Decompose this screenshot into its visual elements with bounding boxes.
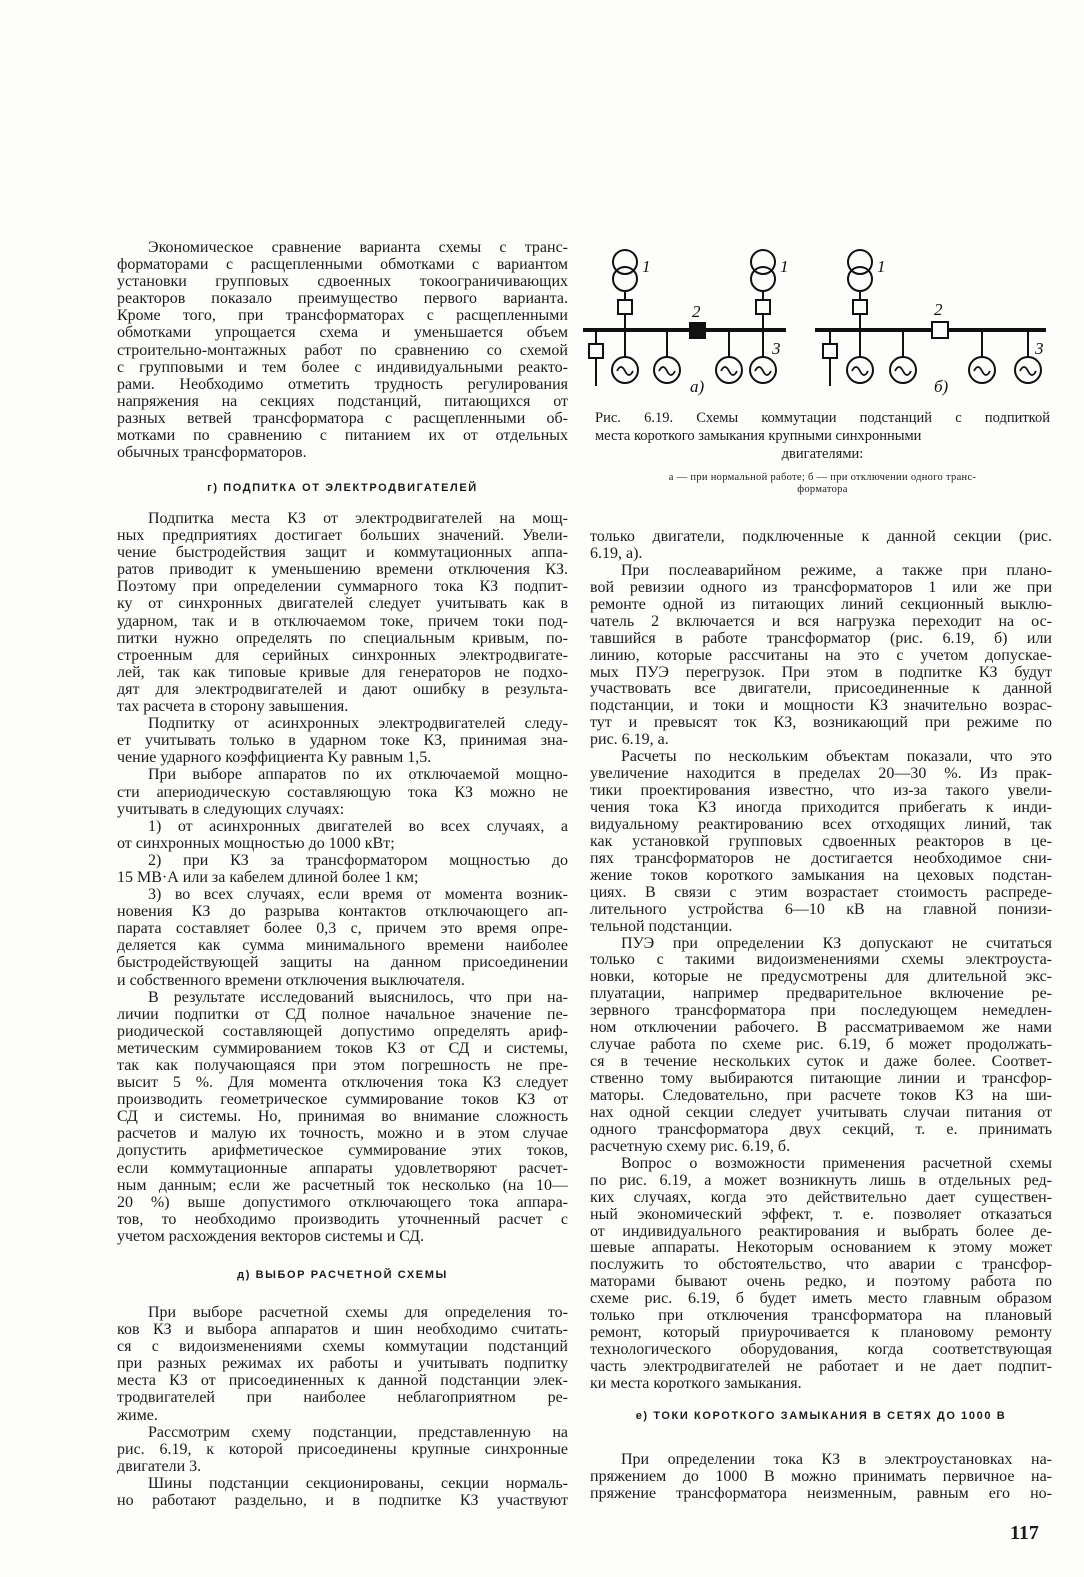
- breaker-icon: [853, 300, 867, 314]
- label-diagram-b: б): [934, 377, 949, 396]
- text-line: схеме рис. 6.19, б будет иметь место главным образом: [590, 1291, 1052, 1308]
- text-line: питки нужно определять по специальным кривым, по-: [117, 629, 568, 647]
- figure-caption: [595, 409, 1050, 463]
- text-line: маторы. Следовательно, при расчете токов КЗ на ши-: [590, 1087, 1052, 1104]
- breaker-icon: [618, 300, 632, 314]
- text-line: Подпитка места КЗ от электродвигателей на мощ-: [148, 510, 568, 527]
- text-line: как установкой групповых сдвоенных реакторов в це-: [590, 833, 1052, 850]
- list-item: [117, 818, 568, 852]
- label-transformer: 1: [877, 257, 886, 276]
- text-line: тавшийся в работе трансформатор (рис. 6.19, б) или: [590, 630, 1052, 647]
- label-sectional-breaker: 2: [692, 302, 701, 321]
- text-line: ку от синхронных двигателей следует учитывать как в: [117, 595, 568, 613]
- text-line: ным данным; если же расчетный ток несколько (на 10—: [117, 1176, 568, 1194]
- text-line: Экономическое сравнение варианта схемы с транс-: [148, 239, 568, 256]
- text-line: места КЗ от присоединенных к данной подстанции элек-: [117, 1372, 568, 1390]
- diagram-b: [815, 250, 1046, 386]
- figure-6-19-schematic: [0, 0, 1084, 410]
- text-line: чатель 2 включается и вся нагрузка переходит на ос-: [590, 613, 1052, 630]
- text-line: 15 МВ·А или за кабелем длиной более 1 км;: [117, 868, 419, 886]
- text-line: быстродействующей защиты на данном присоединении: [117, 954, 568, 972]
- text-line: так как получающаяся при этом погрешность не пре-: [117, 1057, 568, 1074]
- text-line: при разных режимах их работы и учитывать подпитку: [117, 1355, 568, 1373]
- text-line: двигатели 3.: [117, 1457, 202, 1475]
- text-line: расчетов и малую их точность, можно и в этом случае: [117, 1125, 568, 1143]
- paragraph: [117, 989, 568, 1245]
- text-line: рами. Необходимо отметить трудность регулирования: [117, 375, 568, 393]
- text-line: новения КЗ до разрыва контактов отключающего ап-: [117, 903, 568, 921]
- text-line: чение быстродействия защит и коммутационных аппа-: [117, 544, 568, 562]
- text-line: Расчеты по нескольким объектам показали, что это: [621, 749, 1052, 766]
- diagram-a: [583, 250, 786, 386]
- text-line: чения тока КЗ иногда приходится прибегать к инди-: [590, 800, 1052, 817]
- paragraph: [590, 749, 1052, 935]
- text-line: строительно-монтажных работ по сравнению со схемой: [117, 341, 568, 359]
- text-line: только с такими видоизменениями схемы электроуста-: [590, 952, 1052, 969]
- text-line: парата составляет более 0,3 с, причем это время опре-: [117, 920, 568, 938]
- paragraph: [117, 715, 568, 766]
- paragraph: [117, 1475, 568, 1509]
- text-line: от синхронных мощностью до 1000 кВт;: [117, 834, 395, 852]
- text-line: чение ударного коэффициента Kу равным 1,5.: [117, 749, 432, 767]
- text-line: Вопрос о возможности применения расчетной схемы: [621, 1155, 1052, 1172]
- page-number: 117: [1010, 1522, 1039, 1544]
- text-line: ся в течение нескольких суток и даже более. Соответ-: [590, 1054, 1052, 1071]
- text-line: Рис. 6.19. Схемы коммутации подстанций с подпиткой: [595, 410, 1050, 426]
- text-line: ПУЭ при определении КЗ допускают не считаться: [621, 935, 1052, 952]
- text-line: При определении тока КЗ в электроустановках на-: [621, 1452, 1052, 1468]
- text-line: пряжением до 1000 В можно принимать первичное на-: [590, 1468, 1052, 1485]
- text-line: Шины подстанции секционированы, секции нормаль-: [148, 1474, 568, 1492]
- paragraph: [117, 766, 568, 817]
- text-line: мотками по сравнению с питанием их от отдельных: [117, 427, 568, 445]
- text-line: Подпитку от асинхронных электродвигателей следу-: [148, 715, 568, 733]
- label-diagram-a: а): [690, 377, 705, 396]
- text-line: маторами бывают очень редко, и поэтому работа по: [590, 1274, 1052, 1291]
- text-line: одного трансформатора двух секций, т. е. принимать: [590, 1121, 1052, 1138]
- list-item: [117, 886, 568, 989]
- text-line: шевые аппараты. Некоторым основанием к этому может: [590, 1240, 1052, 1257]
- text-line: При выборе расчетной схемы для определения то-: [148, 1304, 568, 1321]
- text-line: учитывать в следующих случаях:: [117, 800, 345, 818]
- label-sectional-breaker: 2: [934, 300, 943, 319]
- paragraph: [590, 1156, 1052, 1393]
- text-line: При выборе аппаратов по их отключаемой мощно-: [148, 766, 568, 784]
- text-line: тельной подстанции.: [590, 918, 733, 935]
- text-line: только двигатели, подключенные к данной секции (рис.: [590, 529, 1052, 545]
- text-line: места короткого замыкания крупными синхронными: [595, 428, 922, 444]
- text-line: 1) от асинхронных двигателей во всех случаях, а: [148, 817, 568, 835]
- text-line: ный экономический эффект, т. е. позволяет отказаться: [590, 1206, 1052, 1223]
- breaker-icon: [823, 344, 837, 358]
- text-line: личии подпитки от СД полное начальное значение пе-: [117, 1005, 568, 1023]
- text-line: если коммутационные аппараты удовлетворяют расчет-: [117, 1159, 568, 1177]
- text-line: вой ревизии одного из трансформаторов 1 или же при: [590, 579, 1052, 596]
- text-line: ремонте одной из питающих линий секционный выклю-: [590, 596, 1052, 613]
- text-line: напряжения на секциях подстанций, питающихся от: [117, 392, 568, 410]
- right-column-body: [590, 529, 1052, 1393]
- paragraph: [595, 409, 1050, 445]
- text-line: подстанции, и токи и мощности КЗ значительно возрас-: [590, 698, 1052, 715]
- text-line: новки, которые не предусмотрены для длительной экс-: [590, 969, 1052, 986]
- text-line: 20 %) выше допустимого отключающего тока аппара-: [117, 1193, 568, 1211]
- text-line: расчетную схему рис. 6.19, б.: [590, 1138, 791, 1155]
- text-line: ет учитывать только в ударном токе КЗ, принимая зна-: [117, 732, 568, 750]
- text-line: зервного трансформатора при последующем немедлен-: [590, 1003, 1052, 1020]
- text-line: только при отключения трансформатора на плановый: [590, 1308, 1052, 1325]
- text-line: циях. В связи с этим возрастает стоимость распреде-: [590, 884, 1052, 901]
- figure-subcaption: [595, 472, 1050, 496]
- text-line: тах расчета в сторону завышения.: [117, 698, 349, 716]
- text-line: В результате исследований выяснилось, что при на-: [148, 988, 568, 1006]
- text-line: ратов приводит к уменьшению времени отключения КЗ.: [117, 561, 568, 579]
- text-line: 2) при КЗ за трансформатором мощностью до: [148, 851, 568, 869]
- text-line: обычных трансформаторов.: [117, 444, 307, 462]
- caption-line: двигателями:: [781, 446, 864, 462]
- section-g-body: [117, 510, 568, 1245]
- text-line: производить геометрическое суммирование токов КЗ от: [117, 1091, 568, 1109]
- text-line: строенным для серийных синхронных электродвигате-: [117, 646, 568, 664]
- text-line: ких случаях, когда это действительно дает существен-: [590, 1189, 1052, 1206]
- text-line: ки места короткого замыкания.: [590, 1375, 802, 1392]
- text-line: ударном, так и в отключаемом токе, причем токи под-: [117, 612, 568, 630]
- text-line: часть электродвигателей не работает и не дает подпит-: [590, 1359, 1052, 1375]
- text-line: нах одной секции следует учитывать случаи питания от: [590, 1104, 1052, 1121]
- section-e-body: [590, 1452, 1052, 1503]
- text-line: по рис. 6.19, а может возникнуть лишь в отдельных ред-: [590, 1172, 1052, 1189]
- label-transformer: 1: [642, 257, 651, 276]
- text-line: от индивидуального реактирования и выбрать более де-: [590, 1223, 1052, 1240]
- text-line: ственно тому выбираются питающие линии и трансфор-: [590, 1071, 1052, 1088]
- text-line: мых ПУЭ перегрузок. При этом в подпитке КЗ будут: [590, 664, 1052, 681]
- paragraph: [117, 510, 568, 715]
- text-line: жиме.: [117, 1406, 158, 1424]
- subcaption-line: а — при нормальной работе; б — при отключении одного транс-: [668, 472, 977, 483]
- text-line: ков КЗ и выбора аппаратов и шин необходимо считать-: [117, 1321, 568, 1339]
- text-line: участвовать все двигатели, присоединенные к данной: [590, 681, 1052, 698]
- text-line: увеличение находится в пределах 20—30 %. Из прак-: [590, 766, 1052, 783]
- paragraph: [590, 936, 1052, 1156]
- text-line: 6.19, а).: [590, 545, 643, 562]
- text-line: ремонт, который приурочивается к плановому ремонту: [590, 1325, 1052, 1342]
- sectional-breaker-open-icon: [932, 322, 948, 338]
- text-line: высит 5 %. Для момента отключения тока КЗ следует: [117, 1074, 568, 1092]
- section-d-body: [117, 1304, 568, 1509]
- text-line: тут и превысят ток КЗ, возникающий при режиме по: [590, 715, 1052, 732]
- paragraph: [590, 1452, 1052, 1503]
- text-line: Поэтому при определении суммарного тока КЗ подпит-: [117, 578, 568, 596]
- text-line: метическим суммированием токов КЗ от СД и системы,: [117, 1039, 568, 1057]
- text-line: тродвигателей при наиболее неблагоприятном ре-: [117, 1389, 568, 1407]
- text-line: сти апериодическую составляющую тока КЗ можно не: [117, 783, 568, 801]
- text-line: рис. 6.19, а.: [590, 732, 669, 749]
- section-heading-e: е) ТОКИ КОРОТКОГО ЗАМЫКАНИЯ В СЕТЯХ ДО 1000 В: [635, 1410, 1007, 1422]
- text-line: СД и системы. Но, принимая во внимание сложность: [117, 1108, 568, 1126]
- text-line: обмотками упрощается схема и уменьшается объем: [117, 324, 568, 342]
- text-line: При послеаварийном режиме, а также при плано-: [621, 562, 1052, 579]
- breaker-icon: [589, 344, 603, 358]
- breaker-icon: [756, 300, 770, 314]
- text-line: 3) во всех случаях, если время от момента возник-: [148, 886, 568, 904]
- text-line: установки групповых сдвоенных токоограничивающих: [117, 273, 568, 291]
- text-line: случае работа по схеме рис. 6.19, б может продолжать-: [590, 1037, 1052, 1054]
- text-line: учетом расхождения векторов системы и СД.: [117, 1227, 425, 1245]
- text-line: ном отключении рабочего. В рассматриваемом же нами: [590, 1020, 1052, 1037]
- label-motor: 3: [1035, 339, 1044, 358]
- text-line: допустить арифметическое суммирование этих токов,: [117, 1142, 568, 1160]
- text-line: Кроме того, при трансформаторах с расщепленными: [117, 307, 568, 325]
- text-line: плуатации, например предварительное включение ре-: [590, 986, 1052, 1003]
- text-line: но работают раздельно, и в подпитке КЗ участвуют: [117, 1492, 568, 1510]
- text-line: пях трансформаторов не достигается необходимое сни-: [590, 850, 1052, 867]
- label-motor: 3: [772, 339, 781, 358]
- section-heading-d: д) ВЫБОР РАСЧЕТНОЙ СХЕМЫ: [237, 1269, 448, 1281]
- text-line: ся с видоизменениями схемы коммутации подстанций: [117, 1338, 568, 1356]
- paragraph: [117, 1424, 568, 1475]
- text-line: Рассмотрим схему подстанции, представленную на: [148, 1423, 568, 1441]
- text-line: тов, то необходимо производить уточненный расчет с: [117, 1210, 568, 1228]
- list-item: [117, 852, 568, 886]
- text-line: реакторов показало преимущество первого варианта.: [117, 290, 568, 308]
- paragraph: [590, 563, 1052, 749]
- text-line: ных предприятиях достигает больших значений. Увели-: [117, 527, 568, 545]
- text-line: деляется как сумма минимального времени наиболее: [117, 937, 568, 955]
- paragraph: [590, 529, 1052, 563]
- text-line: видуальному реактированию всех отходящих линий, так: [590, 816, 1052, 833]
- text-line: дят для электродвигателей и дают ошибку в результа-: [117, 680, 568, 698]
- text-line: жение токов короткого замыкания на цеховых подстан-: [590, 867, 1052, 884]
- text-line: лей, так как типовые кривые для генераторов не подхо-: [117, 663, 568, 681]
- text-line: с групповыми и тем более с индивидуальными реакто-: [117, 358, 568, 376]
- text-line: рис. 6.19, к которой присоединены крупные синхронные: [117, 1440, 568, 1458]
- label-transformer: 1: [780, 257, 789, 276]
- text-line: риодической составляющей допустимо определять ариф-: [117, 1022, 568, 1040]
- paragraph: [117, 1304, 568, 1424]
- text-line: тики проектирования известно, что из-за такого увели-: [590, 783, 1052, 800]
- text-line: пряжение трансформатора неизменным, равным его но-: [590, 1485, 1052, 1502]
- text-line: технологического оборудования, когда соответствующая: [590, 1342, 1052, 1359]
- text-line: послужить то обстоятельство, что аварии с трансфор-: [590, 1257, 1052, 1274]
- sectional-breaker-closed-icon: [690, 323, 705, 338]
- text-line: линию, которые рассчитаны на это с учетом допускае-: [590, 647, 1052, 664]
- text-line: разных ветвей трансформатора с расщепленными об-: [117, 409, 568, 427]
- section-heading-g: г) ПОДПИТКА ОТ ЭЛЕКТРОДВИГАТЕЛЕЙ: [207, 482, 478, 494]
- subcaption-line: форматора: [797, 484, 848, 495]
- text-line: форматорами с расщепленными обмотками с вариантом: [117, 256, 568, 274]
- text-line: лительного устройства 6—10 кВ на главной понизи-: [590, 901, 1052, 918]
- text-line: и собственного времени отключения выключателя.: [117, 971, 465, 989]
